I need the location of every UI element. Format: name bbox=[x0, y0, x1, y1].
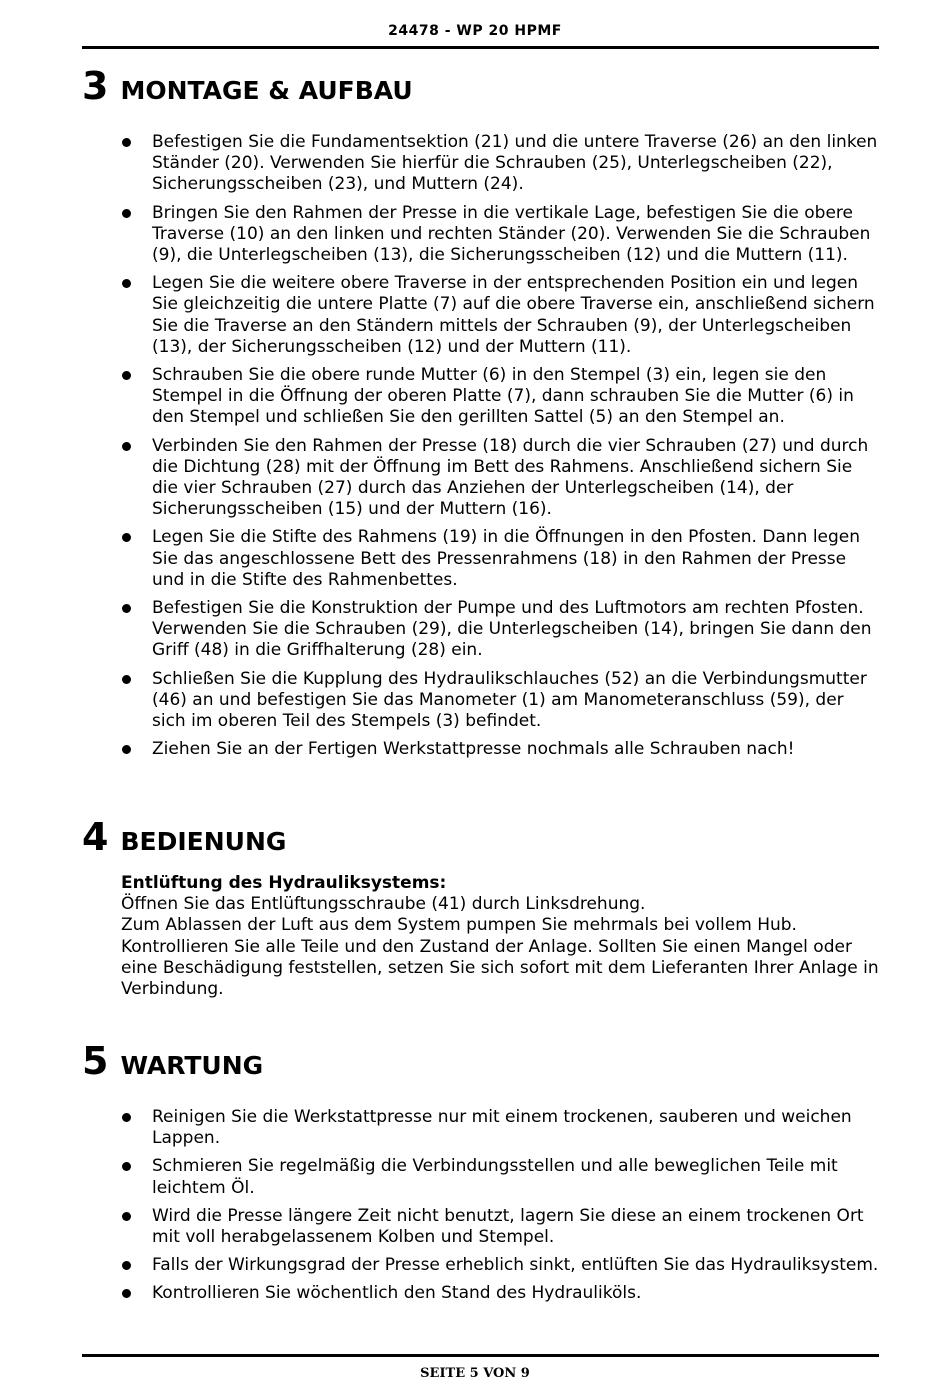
document-header-title: 24478 - WP 20 HPMF bbox=[388, 23, 562, 39]
bullet-icon bbox=[122, 533, 131, 542]
section-heading bbox=[82, 1039, 879, 1083]
section-number: 4 bbox=[82, 815, 109, 859]
list-item bbox=[82, 203, 879, 267]
list-item bbox=[82, 436, 879, 521]
section-number: 3 bbox=[82, 64, 109, 108]
header-rule bbox=[82, 46, 879, 49]
list-item-text: Bringen Sie den Rahmen der Presse in die vertikale Lage, befestigen Sie die obere Traverse (10) an den linken und rechten Ständer (20). Verwenden Sie die Schrauben (9), die Unterlegscheiben (13), die Sicherungsscheiben (12) und die Muttern (11). bbox=[152, 202, 871, 266]
list-item-text: Falls der Wirkungsgrad der Presse erheblich sinkt, entlüften Sie das Hydrauliksystem. bbox=[152, 1255, 879, 1276]
page-number: SEITE 5 VON 9 bbox=[420, 1366, 530, 1381]
bullet-icon bbox=[122, 442, 131, 451]
bedienung-text bbox=[82, 873, 879, 1000]
section-bedienung bbox=[82, 815, 879, 1000]
list-item-text: Legen Sie die weitere obere Traverse in der entsprechenden Position ein und legen Sie gleichzeitig die untere Platte (7) auf die obere Traverse ein, anschließend sichern Sie die Traverse an den Ständern mittels der Schrauben (9), der Unterlegscheiben (13), der Sicherungsscheiben (12) und der Muttern (11). bbox=[152, 273, 875, 357]
list-item bbox=[82, 527, 879, 591]
footer-rule bbox=[82, 1354, 879, 1357]
bullet-icon bbox=[122, 1113, 131, 1122]
paragraph-line: Zum Ablassen der Luft aus dem System pumpen Sie mehrmals bei vollem Hub. bbox=[121, 915, 797, 936]
bullet-icon bbox=[122, 209, 131, 218]
bullet-icon bbox=[122, 745, 131, 754]
section-title: BEDIENUNG bbox=[120, 827, 287, 856]
bullet-icon bbox=[122, 371, 131, 380]
list-item-text: Ziehen Sie an der Fertigen Werkstattpresse nochmals alle Schrauben nach! bbox=[152, 739, 795, 760]
list-item bbox=[82, 273, 879, 358]
bullet-icon bbox=[122, 1289, 131, 1298]
list-item bbox=[82, 1107, 879, 1149]
bullet-icon bbox=[122, 138, 131, 147]
section-title: MONTAGE & AUFBAU bbox=[120, 76, 413, 105]
list-item bbox=[82, 1156, 879, 1198]
section-number: 5 bbox=[82, 1039, 109, 1083]
list-item bbox=[82, 365, 879, 429]
list-item-text: Verbinden Sie den Rahmen der Presse (18) durch die vier Schrauben (27) und durch die Dichtung (28) mit der Öffnung im Bett des Rahmens. Anschließend sichern Sie die vier Schrauben (27) durch das Anziehen der Unterlegscheiben (14), der Sicherungsscheiben (15) und der Muttern (16). bbox=[152, 435, 869, 520]
list-item bbox=[82, 598, 879, 662]
list-item-text: Befestigen Sie die Konstruktion der Pumpe und des Luftmotors am rechten Pfosten. Verwenden Sie die Schrauben (29), die Unterlegscheiben (14), bringen Sie dann den Griff (48) in die Griffhalterung (28) ein. bbox=[152, 598, 872, 661]
list-item bbox=[82, 132, 879, 196]
list-item-text: Schließen Sie die Kupplung des Hydraulikschlauches (52) an die Verbindungsmutter (46) an und befestigen Sie das Manometer (1) am Manometeranschluss (59), der sich im oberen Teil des Stempels (3) befindet. bbox=[152, 668, 867, 732]
bullet-icon bbox=[122, 604, 131, 613]
section-wartung bbox=[82, 1039, 879, 1312]
section-heading bbox=[82, 815, 879, 859]
bullet-list bbox=[82, 1107, 879, 1305]
section-title: WARTUNG bbox=[120, 1051, 264, 1080]
list-item bbox=[82, 1255, 879, 1276]
bullet-list bbox=[82, 132, 879, 760]
list-item bbox=[82, 1283, 879, 1304]
list-item-text: Befestigen Sie die Fundamentsektion (21) und die untere Traverse (26) an den linken Ständer (20). Verwenden Sie hierfür die Schrauben (25), Unterlegscheiben (22), Sicherungsscheiben (23), und Muttern (24). bbox=[152, 132, 878, 195]
bullet-icon bbox=[122, 279, 131, 288]
bullet-icon bbox=[122, 1212, 131, 1221]
list-item-text: Legen Sie die Stifte des Rahmens (19) in die Öffnungen in den Pfosten. Dann legen Sie das angeschlossene Bett des Pressenrahmens (18) in den Rahmen der Presse und in die Stifte des Rahmenbettes. bbox=[152, 527, 861, 590]
subheading: Entlüftung des Hydrauliksystems: bbox=[121, 873, 447, 893]
list-item bbox=[82, 1206, 879, 1248]
section-montage bbox=[82, 64, 879, 767]
paragraph-line: Kontrollieren Sie alle Teile und den Zustand der Anlage. Sollten Sie einen Mangel oder eine Beschädigung feststellen, setzen Sie sich sofort mit dem Lieferanten Ihrer Anlage in Verbindung. bbox=[121, 936, 879, 1000]
list-item-text: Schrauben Sie die obere runde Mutter (6) in den Stempel (3) ein, legen sie den Stempel in die Öffnung der oberen Platte (7), dann schrauben Sie die Mutter (6) in den Stempel und schließen Sie den gerillten Sattel (5) an den Stempel an. bbox=[152, 365, 854, 428]
list-item-text: Wird die Presse längere Zeit nicht benutzt, lagern Sie diese an einem trockenen Ort mit voll herabgelassenem Kolben und Stempel. bbox=[152, 1205, 864, 1248]
bullet-icon bbox=[122, 675, 131, 684]
section-heading bbox=[82, 64, 879, 108]
list-item-text: Kontrollieren Sie wöchentlich den Stand des Hydrauliköls. bbox=[152, 1283, 642, 1304]
bullet-icon bbox=[122, 1162, 131, 1171]
list-item-text: Schmieren Sie regelmäßig die Verbindungsstellen und alle beweglichen Teile mit leichtem Öl. bbox=[152, 1156, 838, 1198]
list-item bbox=[82, 739, 879, 760]
list-item bbox=[82, 669, 879, 733]
paragraph-line: Öffnen Sie das Entlüftungsschraube (41) durch Linksdrehung. bbox=[121, 894, 646, 915]
bullet-icon bbox=[122, 1261, 131, 1270]
list-item-text: Reinigen Sie die Werkstattpresse nur mit einem trockenen, sauberen und weichen Lappen. bbox=[152, 1107, 852, 1149]
